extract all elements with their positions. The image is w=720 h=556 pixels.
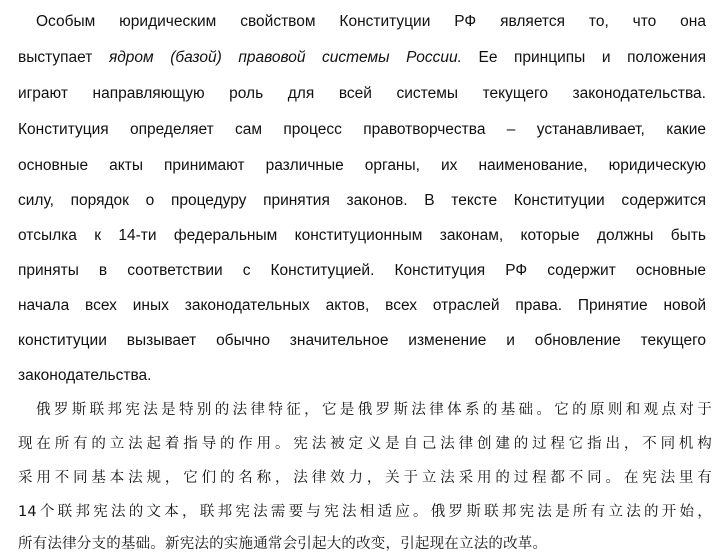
- ru-line-9: начала всех иных законодательных актов, всех отраслей права. Принятие новой: [18, 297, 706, 314]
- ru-line-6: силу, порядок о процедуру принятия законов. В тексте Конституции содержится: [18, 192, 706, 209]
- ru-line-8: приняты в соответствии с Конституцией. Конституция РФ содержит основные: [18, 262, 706, 279]
- ru-line-5: основные акты принимают различные органы, их наименование, юридическую: [18, 157, 706, 174]
- cn-line-1: 俄罗斯联邦宪法是特别的法律特征，它是俄罗斯法律体系的基础。它的原则和观点对于: [36, 402, 712, 418]
- cn-line-2: 现在所有的立法起着指导的作用。宪法被定义是自己法律创建的过程它指出，不同机构: [18, 436, 712, 452]
- ru-line-2-start: выступает: [18, 49, 93, 66]
- ru-line-10: конституции вызывает обычно значительное изменение и обновление текущего: [18, 332, 706, 349]
- ru-line-2: [18, 46, 706, 70]
- ru-line-1: Особым юридическим свойством Конституции РФ является то, что она: [36, 13, 706, 30]
- ru-line-3: играют направляющую роль для всей системы текущего законодательства.: [18, 85, 706, 102]
- ru-line-7: отсылка к 14-ти федеральным конституционным законам, которые должны быть: [18, 227, 706, 244]
- cn-line-5: 所有法律分支的基础。新宪法的实施通常会引起大的改变，引起现在立法的改革。: [18, 536, 548, 552]
- cn-line-4: 14个联邦宪法的文本，联邦宪法需要与宪法相适应。俄罗斯联邦宪法是所有立法的开始，: [18, 504, 712, 520]
- cn-line-3: 采用不同基本法规，它们的名称，法律效力，关于立法采用的过程都不同。在宪法里有: [18, 470, 712, 486]
- ru-line-11: законодательства.: [18, 367, 152, 384]
- ru-line-4: Конституция определяет сам процесс правотворчества – устанавливает, какие: [18, 121, 706, 138]
- ru-italic-phrase: ядром (базой) правовой системы России.: [108, 49, 462, 66]
- ru-line-2-end: Ее принципы и положения: [478, 49, 707, 66]
